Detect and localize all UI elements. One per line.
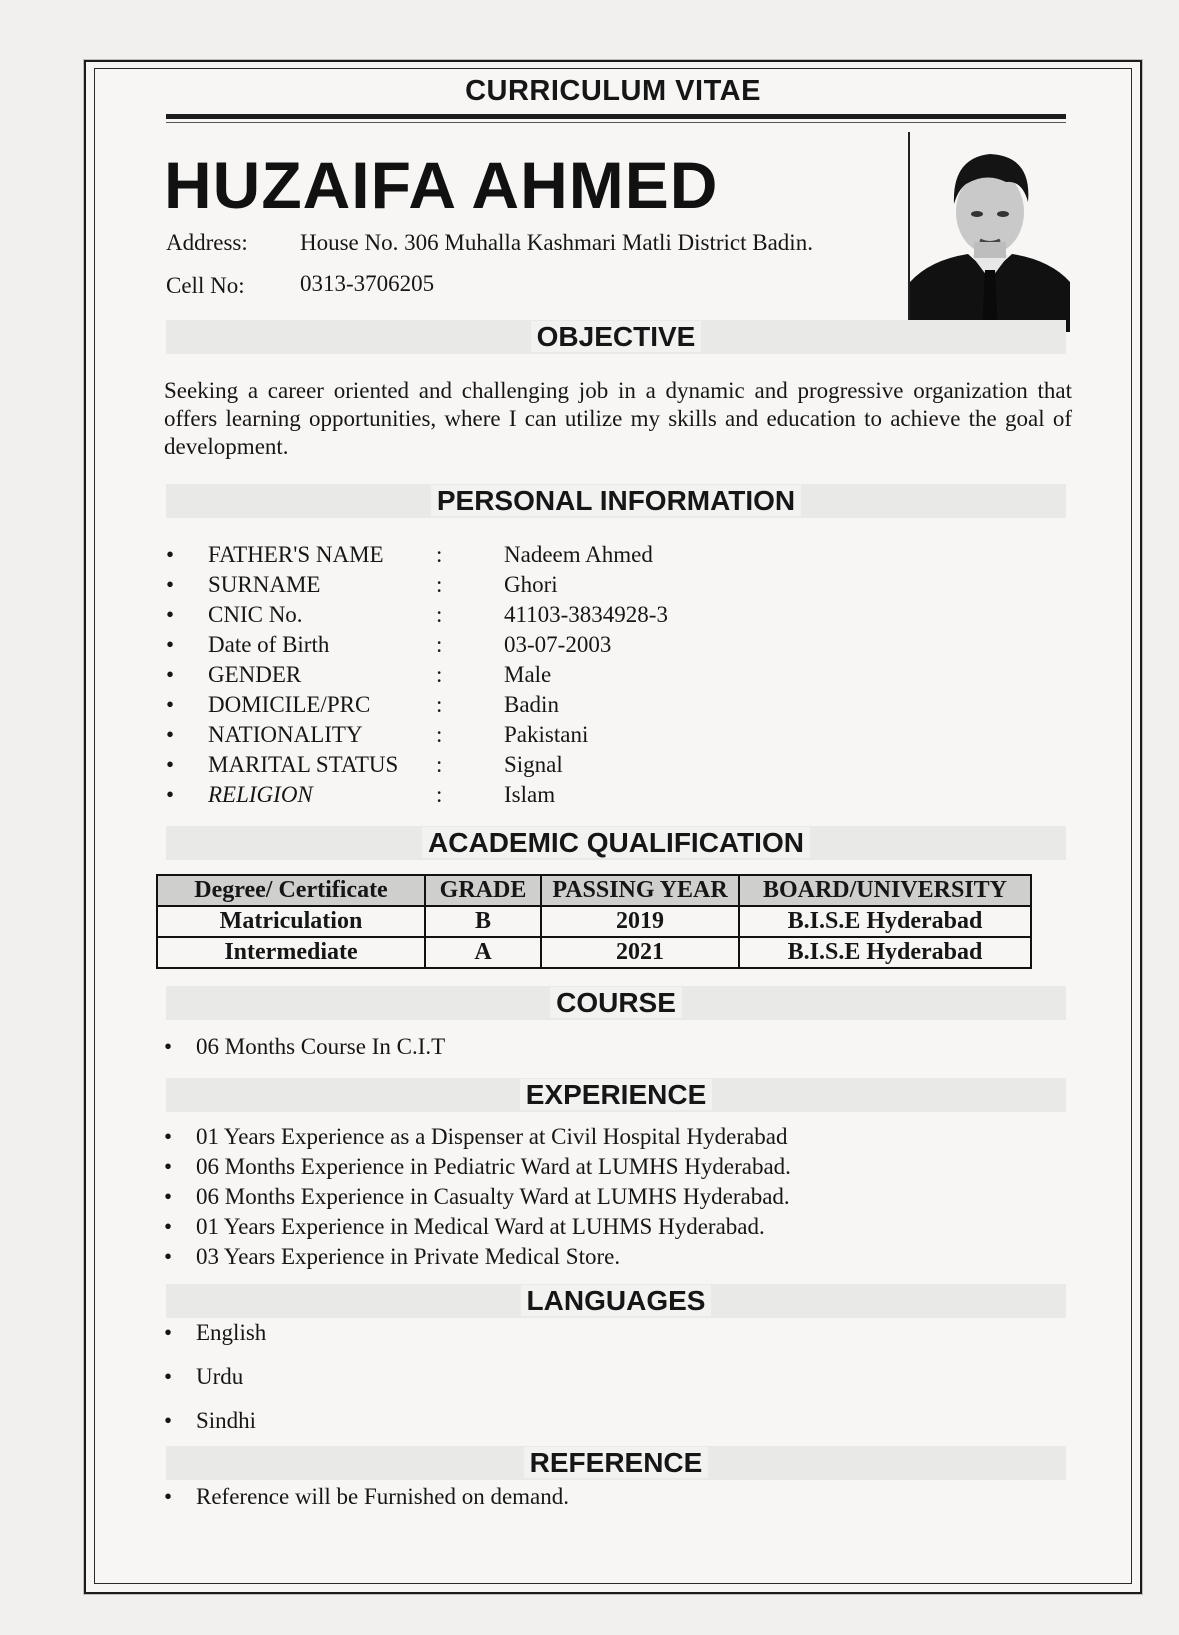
personal-row bbox=[166, 780, 866, 810]
bullet-icon: • bbox=[166, 722, 175, 747]
reference-item: Reference will be Furnished on demand. bbox=[196, 1484, 569, 1509]
table-cell: 2021 bbox=[541, 937, 739, 968]
title-rule bbox=[166, 114, 1066, 119]
bullet-icon: • bbox=[164, 1124, 173, 1149]
personal-row bbox=[166, 660, 866, 690]
personal-row bbox=[166, 600, 866, 630]
table-row bbox=[157, 937, 1031, 968]
experience-item: 03 Years Experience in Private Medical Store. bbox=[196, 1244, 621, 1269]
bullet-icon: • bbox=[164, 1034, 173, 1059]
personal-value: Badin bbox=[504, 692, 559, 717]
section-experience bbox=[166, 1078, 1066, 1112]
personal-key: Date of Birth bbox=[208, 632, 330, 657]
experience-item: 06 Months Experience in Casualty Ward at LUMHS Hyderabad. bbox=[196, 1184, 790, 1209]
personal-value: Pakistani bbox=[504, 722, 589, 747]
bullet-icon: • bbox=[164, 1320, 173, 1345]
experience-item: 01 Years Experience as a Dispenser at Civil Hospital Hyderabad bbox=[196, 1124, 788, 1149]
experience-heading: EXPERIENCE bbox=[520, 1079, 713, 1110]
bullet-icon: • bbox=[164, 1364, 173, 1389]
colon: : bbox=[436, 662, 443, 687]
colon: : bbox=[436, 632, 443, 657]
column-header: GRADE bbox=[425, 875, 541, 906]
personal-key: GENDER bbox=[208, 662, 302, 687]
personal-key: DOMICILE/PRC bbox=[208, 692, 371, 717]
section-personal-information bbox=[166, 484, 1066, 518]
table-cell: 2019 bbox=[541, 906, 739, 937]
bullet-icon: • bbox=[164, 1154, 173, 1179]
person-portrait-icon bbox=[910, 132, 1070, 332]
colon: : bbox=[436, 752, 443, 777]
personal-row bbox=[166, 630, 866, 660]
personal-value: 03-07-2003 bbox=[504, 632, 612, 657]
colon: : bbox=[436, 782, 443, 807]
table-cell: Matriculation bbox=[157, 906, 425, 937]
bullet-icon: • bbox=[166, 782, 175, 807]
personal-value: Nadeem Ahmed bbox=[504, 542, 653, 567]
colon: : bbox=[436, 722, 443, 747]
personal-value: 41103-3834928-3 bbox=[504, 602, 668, 627]
table-cell: Intermediate bbox=[157, 937, 425, 968]
academic-table bbox=[156, 874, 1032, 969]
column-header: Degree/ Certificate bbox=[157, 875, 425, 906]
bullet-icon: • bbox=[166, 752, 175, 777]
personal-key: FATHER'S NAME bbox=[208, 542, 384, 567]
languages-heading: LANGUAGES bbox=[521, 1285, 712, 1316]
cell-label: Cell No: bbox=[166, 273, 245, 298]
personal-heading: PERSONAL INFORMATION bbox=[431, 485, 801, 516]
section-academic-qualification bbox=[166, 826, 1066, 860]
bullet-icon: • bbox=[164, 1484, 173, 1509]
cell-value: 0313-3706205 bbox=[300, 271, 435, 296]
bullet-icon: • bbox=[166, 632, 175, 657]
bullet-icon: • bbox=[166, 542, 175, 567]
personal-key: SURNAME bbox=[208, 572, 321, 597]
language-item: English bbox=[196, 1320, 267, 1345]
colon: : bbox=[436, 692, 443, 717]
course-heading: COURSE bbox=[550, 987, 682, 1018]
section-course bbox=[166, 986, 1066, 1020]
column-header: PASSING YEAR bbox=[541, 875, 739, 906]
course-item: 06 Months Course In C.I.T bbox=[196, 1034, 446, 1059]
personal-key: NATIONALITY bbox=[208, 722, 363, 747]
candidate-name: HUZAIFA AHMED bbox=[164, 148, 719, 222]
section-objective bbox=[166, 320, 1066, 354]
section-reference bbox=[166, 1446, 1066, 1480]
document-title: CURRICULUM VITAE bbox=[465, 75, 761, 107]
personal-row bbox=[166, 570, 866, 600]
personal-value: Islam bbox=[504, 782, 556, 807]
personal-row bbox=[166, 750, 866, 780]
objective-text: Seeking a career oriented and challenging job in a dynamic and progressive organization that offers learning opportunities, where I can utilize my skills and education to achieve the goal of development. bbox=[164, 378, 1072, 459]
address-value: House No. 306 Muhalla Kashmari Matli District Badin. bbox=[300, 230, 813, 255]
title-rule-thin bbox=[166, 122, 1066, 123]
bullet-icon: • bbox=[164, 1214, 173, 1239]
profile-photo bbox=[908, 132, 1072, 332]
personal-row bbox=[166, 690, 866, 720]
personal-value: Male bbox=[504, 662, 552, 687]
personal-key: MARITAL STATUS bbox=[208, 752, 399, 777]
language-item: Urdu bbox=[196, 1364, 244, 1389]
personal-value: Ghori bbox=[504, 572, 558, 597]
address-label: Address: bbox=[166, 230, 248, 255]
personal-row bbox=[166, 720, 866, 750]
personal-key: CNIC No. bbox=[208, 602, 303, 627]
table-cell: B.I.S.E Hyderabad bbox=[739, 906, 1031, 937]
personal-value: Signal bbox=[504, 752, 563, 777]
bullet-icon: • bbox=[166, 572, 175, 597]
academic-heading: ACADEMIC QUALIFICATION bbox=[422, 827, 810, 858]
bullet-icon: • bbox=[164, 1408, 173, 1433]
experience-item: 06 Months Experience in Pediatric Ward at LUMHS Hyderabad. bbox=[196, 1154, 791, 1179]
experience-item: 01 Years Experience in Medical Ward at LUHMS Hyderabad. bbox=[196, 1214, 765, 1239]
colon: : bbox=[436, 572, 443, 597]
column-header: BOARD/UNIVERSITY bbox=[739, 875, 1031, 906]
table-cell: A bbox=[425, 937, 541, 968]
bullet-icon: • bbox=[164, 1244, 173, 1269]
bullet-icon: • bbox=[164, 1184, 173, 1209]
reference-heading: REFERENCE bbox=[524, 1447, 709, 1478]
table-row bbox=[157, 906, 1031, 937]
bullet-icon: • bbox=[166, 662, 175, 687]
language-item: Sindhi bbox=[196, 1408, 257, 1433]
table-cell: B bbox=[425, 906, 541, 937]
table-cell: B.I.S.E Hyderabad bbox=[739, 937, 1031, 968]
cv-sheet bbox=[84, 60, 1142, 1594]
colon: : bbox=[436, 602, 443, 627]
table-header-row bbox=[157, 875, 1031, 906]
personal-row bbox=[166, 540, 866, 570]
personal-key: RELIGION bbox=[208, 782, 313, 807]
objective-heading: OBJECTIVE bbox=[531, 321, 702, 352]
section-languages bbox=[166, 1284, 1066, 1318]
colon: : bbox=[436, 542, 443, 567]
bullet-icon: • bbox=[166, 602, 175, 627]
bullet-icon: • bbox=[166, 692, 175, 717]
